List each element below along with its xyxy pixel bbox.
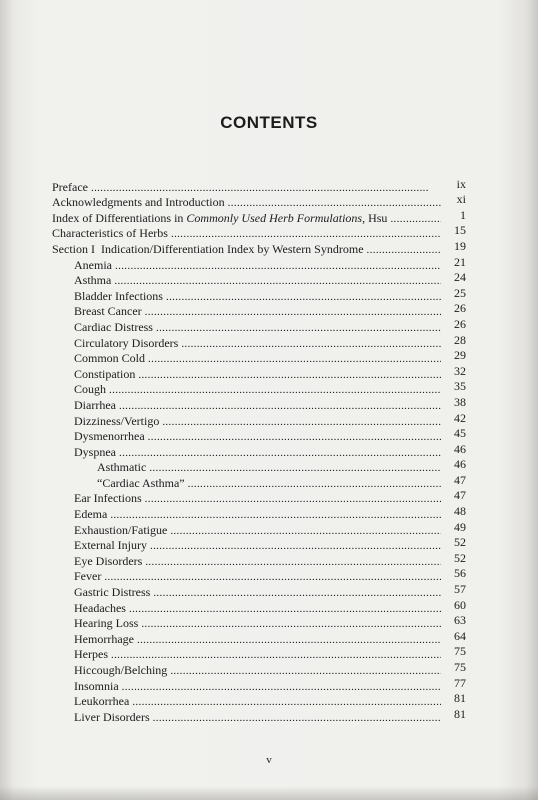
dot-leader xyxy=(119,399,441,413)
dot-leader xyxy=(141,617,441,631)
toc-entry-label: Liver Disorders xyxy=(74,709,150,724)
dot-leader xyxy=(122,680,441,694)
dot-leader xyxy=(171,227,441,241)
toc-entry xyxy=(52,706,466,725)
dot-leader xyxy=(162,415,441,429)
dot-leader xyxy=(188,477,441,491)
toc-entry-label: Diarrhea xyxy=(74,397,116,412)
dot-leader xyxy=(148,430,441,444)
toc-entry xyxy=(52,192,466,211)
toc-page-number: 77 xyxy=(454,675,466,690)
toc-entry-label: Preface xyxy=(52,179,88,194)
toc-subentry xyxy=(52,457,466,476)
table-of-contents xyxy=(52,176,466,725)
toc-page-number: 75 xyxy=(454,644,466,659)
toc-entry xyxy=(52,348,466,367)
toc-page-number: 26 xyxy=(454,301,466,316)
toc-entry xyxy=(52,379,466,398)
dot-leader xyxy=(170,524,441,538)
toc-page-number: 63 xyxy=(454,613,466,628)
dot-leader xyxy=(153,586,441,600)
toc-page-number: 47 xyxy=(454,472,466,487)
toc-entry xyxy=(52,613,466,632)
toc-entry-label: Eye Disorders xyxy=(74,553,143,568)
toc-entry-label: Characteristics of Herbs xyxy=(52,226,168,241)
dot-leader xyxy=(110,508,441,522)
toc-entry xyxy=(52,550,466,569)
book-title-italic: Commonly Used Herb Formulations xyxy=(186,210,363,225)
dot-leader xyxy=(137,633,441,647)
dot-leader xyxy=(228,196,441,210)
dot-leader xyxy=(145,555,441,569)
toc-entry-label-part: , Hsu xyxy=(362,210,388,225)
toc-page-number: 38 xyxy=(454,394,466,409)
toc-entry-label: Edema xyxy=(74,507,108,522)
toc-entry-label: Cough xyxy=(74,382,107,397)
toc-page-number: 26 xyxy=(454,316,466,331)
toc-entry-label: Fever xyxy=(74,569,102,584)
toc-entry-label: Headaches xyxy=(74,600,126,615)
toc-entry-label xyxy=(52,211,387,226)
dot-leader xyxy=(111,648,441,662)
dot-leader xyxy=(145,305,441,319)
toc-entry xyxy=(52,566,466,585)
toc-entry xyxy=(52,363,466,382)
toc-entry xyxy=(52,597,466,616)
dot-leader xyxy=(129,602,441,616)
toc-page-number: 19 xyxy=(454,238,466,253)
toc-entry-label: Hiccough/Belching xyxy=(74,663,168,677)
toc-entry xyxy=(52,628,466,647)
toc-section-heading xyxy=(52,238,466,257)
dot-leader xyxy=(138,368,441,382)
toc-entry xyxy=(52,644,466,663)
page-folio: v xyxy=(266,754,272,766)
dot-leader xyxy=(91,181,441,195)
toc-page-number: 46 xyxy=(454,441,466,456)
toc-entry xyxy=(52,285,466,304)
toc-entry-label: Ear Infections xyxy=(74,491,142,506)
toc-page-number: 1 xyxy=(460,207,466,222)
toc-page-number: 47 xyxy=(454,488,466,503)
dot-leader xyxy=(104,570,441,584)
toc-entry-label: Hemorrhage xyxy=(74,631,134,646)
toc-entry xyxy=(52,176,466,195)
page-shadow xyxy=(0,786,538,800)
toc-entry-label: Cardiac Distress xyxy=(74,319,153,334)
toc-entry xyxy=(52,488,466,507)
toc-entry-label: Section I Indication/Differentiation Index by Western Syndrome xyxy=(52,241,364,256)
toc-subentry xyxy=(52,472,466,491)
page-title: CONTENTS xyxy=(220,113,318,132)
toc-page-number: 42 xyxy=(454,410,466,425)
toc-entry-label: Herpes xyxy=(74,647,108,662)
toc-entry xyxy=(52,332,466,351)
toc-entry-label-part: Index of Differentiations in xyxy=(52,210,187,225)
dot-leader xyxy=(181,337,441,351)
dot-leader xyxy=(145,492,441,506)
toc-entry-label: Anemia xyxy=(74,257,112,272)
toc-page-number: 60 xyxy=(454,597,466,612)
toc-entry-label: Acknowledgments and Introduction xyxy=(52,195,225,210)
toc-page-number: 46 xyxy=(454,457,466,472)
toc-entry-label: Hearing Loss xyxy=(74,616,139,631)
toc-page-number: 81 xyxy=(454,691,466,706)
toc-page-number: 81 xyxy=(454,706,466,721)
dot-leader xyxy=(148,352,441,366)
toc-entry xyxy=(52,691,466,710)
toc-entry-label: Common Cold xyxy=(74,351,146,366)
dot-leader xyxy=(156,321,441,335)
toc-page-number: 52 xyxy=(454,550,466,565)
toc-page-number: 64 xyxy=(454,628,466,643)
toc-page-number: 45 xyxy=(454,426,466,441)
toc-entry-label: Insomnia xyxy=(74,678,119,693)
toc-entry-label: Bladder Infections xyxy=(74,288,163,303)
toc-entry-label: Dizziness/Vertigo xyxy=(74,413,160,428)
toc-entry xyxy=(52,394,466,413)
toc-entry xyxy=(52,519,466,538)
dot-leader xyxy=(150,539,441,553)
dot-leader xyxy=(114,274,441,288)
toc-entry xyxy=(52,535,466,554)
toc-page-number: 15 xyxy=(454,223,466,238)
toc-page-number: 25 xyxy=(454,285,466,300)
toc-entry xyxy=(52,441,466,460)
toc-entry xyxy=(52,426,466,445)
toc-page-number: 75 xyxy=(454,660,466,674)
toc-page-number: 24 xyxy=(454,270,466,285)
toc-entry xyxy=(52,223,466,242)
dot-leader xyxy=(390,212,441,226)
toc-page-number: 21 xyxy=(454,254,466,269)
toc-entry-label: Dyspnea xyxy=(74,444,116,459)
toc-entry-label: Leukorrhea xyxy=(74,694,130,709)
toc-page-number: 35 xyxy=(454,379,466,394)
toc-entry xyxy=(52,207,466,226)
toc-page-number: 48 xyxy=(454,504,466,519)
dot-leader xyxy=(153,711,441,725)
toc-entry-label: Gastric Distress xyxy=(74,585,151,600)
toc-page-number: ix xyxy=(456,176,466,191)
toc-page-number: 56 xyxy=(454,566,466,581)
toc-page-number: xi xyxy=(456,192,466,207)
dot-leader xyxy=(119,446,441,460)
toc-page-number: 28 xyxy=(454,332,466,347)
dot-leader xyxy=(132,695,441,709)
toc-page-number: 32 xyxy=(454,363,466,378)
toc-entry-label: Asthma xyxy=(74,273,112,288)
toc-entry xyxy=(52,301,466,320)
toc-page-number: 52 xyxy=(454,535,466,550)
dot-leader xyxy=(149,461,441,475)
toc-entry xyxy=(52,506,466,522)
toc-entry-label: Breast Cancer xyxy=(74,304,142,319)
toc-entry xyxy=(52,675,466,694)
toc-entry-label: Circulatory Disorders xyxy=(74,335,179,350)
toc-entry-label: “Cardiac Asthma” xyxy=(97,475,185,490)
toc-entry xyxy=(52,662,466,678)
toc-entry-label: Constipation xyxy=(74,366,136,381)
toc-page-number: 29 xyxy=(454,348,466,363)
toc-entry xyxy=(52,584,466,600)
toc-entry-label: Asthmatic xyxy=(97,460,147,475)
toc-entry xyxy=(52,270,466,289)
toc-entry xyxy=(52,254,466,273)
toc-entry-label: Dysmenorrhea xyxy=(74,429,145,444)
dot-leader xyxy=(115,259,441,273)
dot-leader xyxy=(109,383,441,397)
toc-page-number: 57 xyxy=(454,582,466,597)
dot-leader xyxy=(367,243,441,257)
dot-leader xyxy=(170,664,441,678)
toc-entry-label: Exhaustion/Fatigue xyxy=(74,522,168,537)
toc-page-number: 49 xyxy=(454,519,466,534)
dot-leader xyxy=(166,290,441,304)
toc-entry xyxy=(52,410,466,429)
toc-entry-label: External Injury xyxy=(74,538,147,553)
toc-entry xyxy=(52,316,466,335)
